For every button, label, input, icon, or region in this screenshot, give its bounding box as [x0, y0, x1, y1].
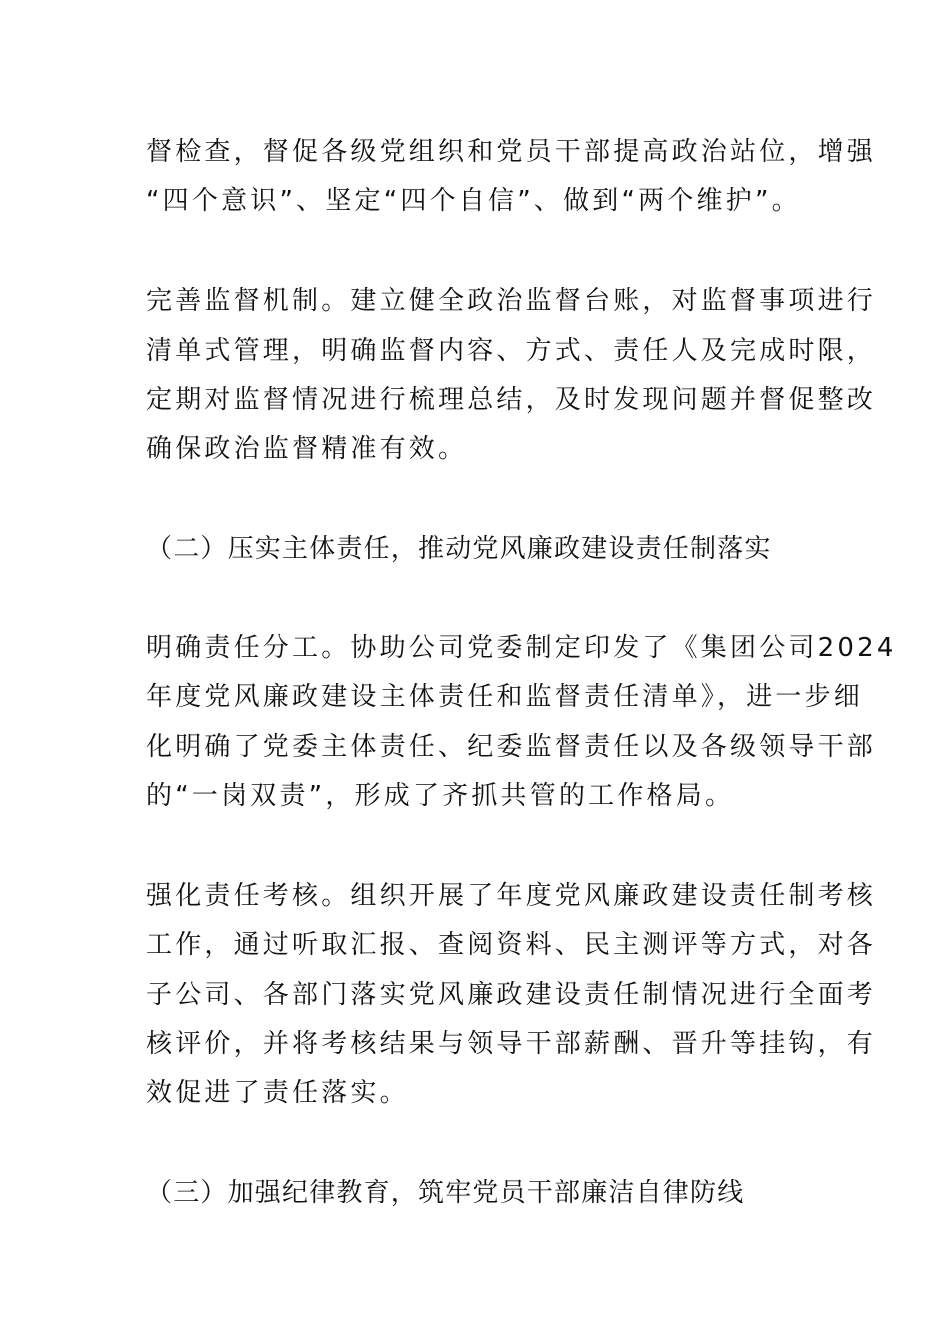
paragraph-line: 确保政治监督精准有效。: [146, 434, 468, 464]
paragraph-line: 效促进了责任落实。: [146, 1078, 409, 1108]
paragraph-line: 定期对监督情况进行梳理总结，及时发现问题并督促整改: [146, 385, 877, 415]
section-heading: （三）加强纪律教育，筑牢党员干部廉洁自律防线: [146, 1178, 745, 1208]
paragraph-line: 子公司、各部门落实党风廉政建设责任制情况进行全面考: [146, 980, 877, 1010]
paragraph-line: 强化责任考核。组织开展了年度党风廉政建设责任制考核: [146, 881, 877, 911]
paragraph-line: 完善监督机制。建立健全政治监督台账，对监督事项进行: [146, 286, 877, 316]
paragraph-line: 明确责任分工。协助公司党委制定印发了《集团公司2024: [146, 633, 897, 663]
paragraph-line: 化明确了党委主体责任、纪委监督责任以及各级领导干部: [146, 732, 877, 762]
paragraph-line: 的“一岗双责”，形成了齐抓共管的工作格局。: [146, 781, 735, 811]
paragraph-line: 工作，通过听取汇报、查阅资料、民主测评等方式，对各: [146, 930, 877, 960]
paragraph-line: “四个意识”、坚定“四个自信”、做到“两个维护”。: [146, 186, 801, 216]
paragraph-line: 核评价，并将考核结果与领导干部薪酬、晋升等挂钩，有: [146, 1029, 877, 1059]
paragraph-line: 督检查，督促各级党组织和党员干部提高政治站位，增强: [146, 137, 877, 167]
paragraph-line: 年度党风廉政建设主体责任和监督责任清单》，进一步细: [146, 682, 864, 712]
paragraph-line: 清单式管理，明确监督内容、方式、责任人及完成时限，: [146, 336, 877, 366]
section-heading: （二）压实主体责任，推动党风廉政建设责任制落实: [146, 534, 772, 564]
